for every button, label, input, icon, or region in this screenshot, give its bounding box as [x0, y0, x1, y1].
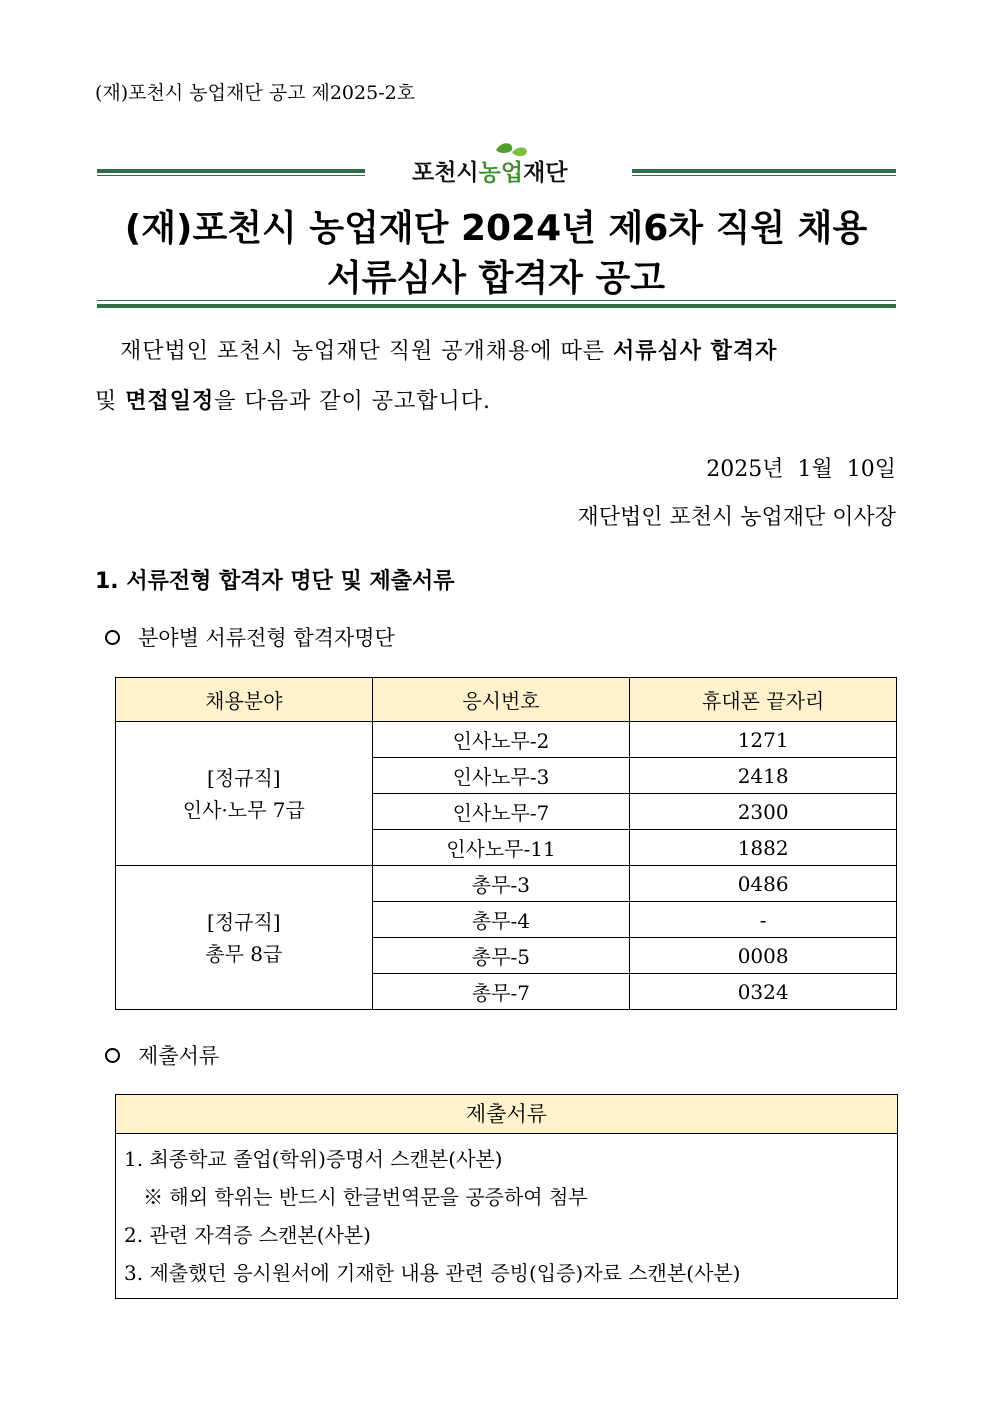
- header-field: 채용분야: [116, 678, 373, 722]
- bullet-documents: [105, 1040, 219, 1070]
- phone-digits: 1271: [630, 722, 897, 758]
- circle-bullet-icon: [105, 630, 120, 645]
- table-row: [116, 722, 897, 758]
- applicant-number: 총무-5: [372, 938, 630, 974]
- intro-bold-b: 면접일정: [125, 388, 215, 414]
- header-number: 응시번호: [372, 678, 630, 722]
- documents-box: [115, 1094, 898, 1299]
- bullet-documents-label: 제출서류: [138, 1044, 220, 1068]
- bullet-passers-label: 분야별 서류전형 합격자명단: [138, 626, 395, 650]
- list-item: 1. 최종학교 졸업(학위)증명서 스캔본(사본): [124, 1147, 503, 1171]
- phone-digits: 0486: [630, 866, 897, 902]
- phone-digits: 0008: [630, 938, 897, 974]
- field-ga-line2: 총무 8급: [205, 941, 283, 966]
- intro-line1: [120, 334, 777, 365]
- header-rule-left: [97, 169, 365, 173]
- list-item: 2. 관련 자격증 스캔본(사본): [124, 1223, 371, 1247]
- applicant-number: 인사노무-11: [372, 830, 630, 866]
- phone-digits: -: [630, 902, 897, 938]
- header-rule-right-thin: [632, 175, 896, 176]
- header-rule-left-thin: [97, 175, 365, 176]
- title-rule-thin: [97, 300, 896, 301]
- applicant-number: 총무-4: [372, 902, 630, 938]
- applicant-number: 총무-3: [372, 866, 630, 902]
- intro-text-a: 재단법인 포천시 농업재단 직원 공개채용에 따른: [120, 339, 614, 364]
- applicant-number: 총무-7: [372, 974, 630, 1010]
- field-cell-ga: [116, 866, 373, 1010]
- documents-header: 제출서류: [116, 1095, 897, 1134]
- field-ga-line1: [정규직]: [207, 909, 281, 934]
- header-phone: 휴대폰 끝자리: [630, 678, 897, 722]
- applicant-number: 인사노무-3: [372, 758, 630, 794]
- page-title-line2: 서류심사 합격자 공고: [326, 258, 666, 299]
- intro-line2: [95, 384, 491, 415]
- list-item: 3. 제출했던 응시원서에 기재한 내용 관련 증빙(입증)자료 스캔본(사본): [124, 1261, 741, 1285]
- issuer: 재단법인 포천시 농업재단 이사장: [577, 505, 896, 530]
- documents-list: [116, 1134, 897, 1298]
- list-item: ※ 해외 학위는 반드시 한글번역문을 공증하여 첨부: [124, 1185, 588, 1209]
- phone-digits: 0324: [630, 974, 897, 1010]
- logo-text-3: 재단: [523, 160, 568, 186]
- intro-text-b: 및: [95, 389, 126, 414]
- field-cell-hr: [116, 722, 373, 866]
- circle-bullet-icon: [105, 1048, 120, 1063]
- notice-date: 2025년 1월 10일: [706, 457, 896, 482]
- table-header-row: [116, 678, 897, 722]
- logo-text-2: 농업: [478, 160, 524, 186]
- passers-table: [115, 677, 897, 1010]
- notice-number: (재)포천시 농업재단 공고 제2025-2호: [95, 82, 416, 104]
- applicant-number: 인사노무-2: [372, 722, 630, 758]
- applicant-number: 인사노무-7: [372, 794, 630, 830]
- table-row: [116, 866, 897, 902]
- title-rule-thick: [97, 304, 896, 308]
- bullet-passers: [105, 622, 395, 652]
- phone-digits: 2300: [630, 794, 897, 830]
- field-hr-line2: 인사·노무 7급: [182, 797, 305, 822]
- foundation-logo: [412, 140, 592, 190]
- phone-digits: 1882: [630, 830, 897, 866]
- logo-text-1: 포천시: [412, 160, 479, 186]
- page-title-line1: (재)포천시 농업재단 2024년 제6차 직원 채용: [124, 208, 868, 249]
- phone-digits: 2418: [630, 758, 897, 794]
- intro-bold-a: 서류심사 합격자: [613, 338, 778, 364]
- section-title: 1. 서류전형 합격자 명단 및 제출서류: [95, 569, 455, 594]
- field-hr-line1: [정규직]: [207, 765, 281, 790]
- header-rule-right: [632, 169, 896, 173]
- intro-text-c: 을 다음과 같이 공고합니다.: [214, 389, 492, 414]
